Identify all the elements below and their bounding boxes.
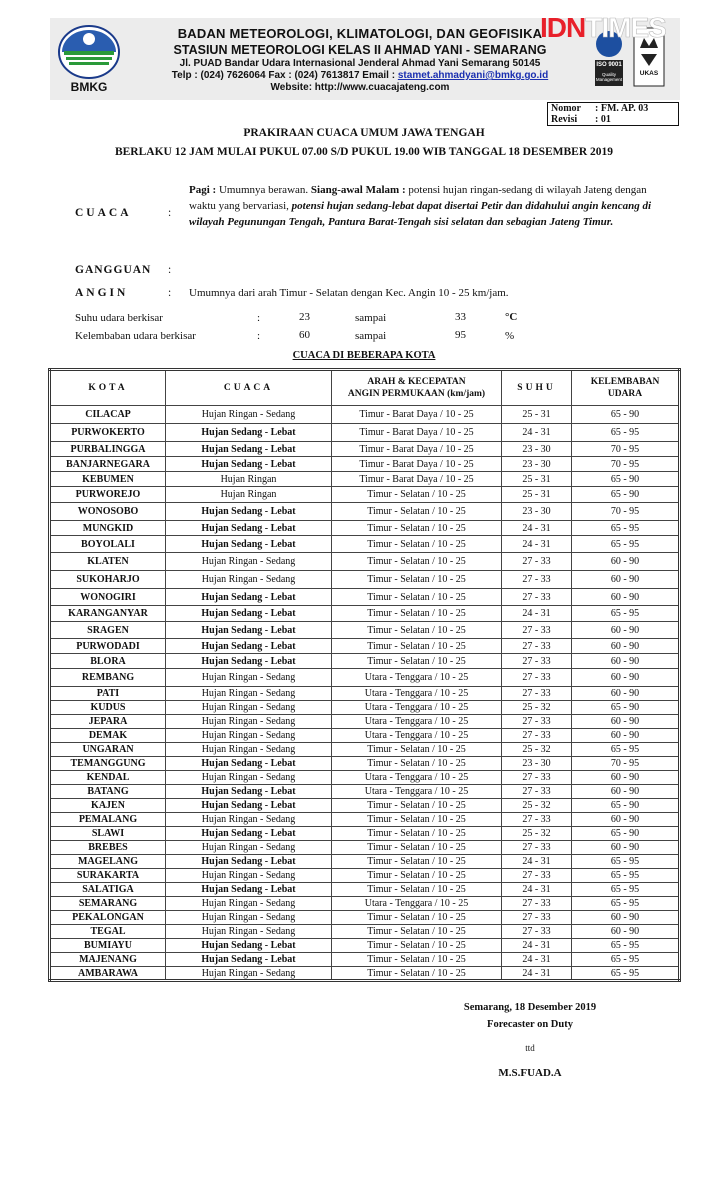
- suhu-colon: :: [257, 312, 261, 324]
- cell-kota: BANJARNEGARA: [50, 457, 166, 472]
- cell-angin: Timur - Barat Daya / 10 - 25: [332, 406, 502, 424]
- signature-ttd: ttd: [525, 1043, 535, 1053]
- table-row: [50, 571, 680, 589]
- cell-angin: Timur - Selatan / 10 - 25: [332, 521, 502, 536]
- signature-role: Forecaster on Duty: [487, 1019, 573, 1030]
- cell-suhu: 24 - 31: [502, 606, 572, 622]
- table-row: [50, 701, 680, 715]
- cell-angin: Utara - Tenggara / 10 - 25: [332, 701, 502, 715]
- cell-angin: Timur - Selatan / 10 - 25: [332, 503, 502, 521]
- cell-kota: PURBALINGGA: [50, 442, 166, 457]
- cell-kelembaban: 65 - 90: [572, 472, 680, 487]
- cell-kelembaban: 65 - 90: [572, 827, 680, 841]
- cell-angin: Utara - Tenggara / 10 - 25: [332, 669, 502, 687]
- cell-angin: Timur - Selatan / 10 - 25: [332, 939, 502, 953]
- cell-cuaca: Hujan Sedang - Lebat: [166, 785, 332, 799]
- table-row: [50, 622, 680, 639]
- header-angin: [332, 370, 502, 406]
- cell-angin: Timur - Selatan / 10 - 25: [332, 487, 502, 503]
- cell-angin: Timur - Selatan / 10 - 25: [332, 743, 502, 757]
- cell-cuaca: Hujan Sedang - Lebat: [166, 827, 332, 841]
- revisi-label: Revisi: [551, 114, 578, 125]
- table-row: [50, 869, 680, 883]
- cell-cuaca: Hujan Sedang - Lebat: [166, 521, 332, 536]
- cell-kelembaban: 60 - 90: [572, 715, 680, 729]
- cell-suhu: 24 - 31: [502, 883, 572, 897]
- cell-suhu: 27 - 33: [502, 785, 572, 799]
- cell-kota: PEMALANG: [50, 813, 166, 827]
- cell-kelembaban: 65 - 95: [572, 883, 680, 897]
- cell-kota: KEBUMEN: [50, 472, 166, 487]
- suhu-max: 33: [455, 311, 466, 323]
- cell-suhu: 24 - 31: [502, 521, 572, 536]
- cell-kelembaban: 65 - 95: [572, 967, 680, 981]
- angin-description: Umumnya dari arah Timur - Selatan dengan Kec. Angin 10 - 25 km/jam.: [189, 287, 509, 299]
- cell-kota: KAJEN: [50, 799, 166, 813]
- cell-suhu: 27 - 33: [502, 715, 572, 729]
- address: Jl. PUAD Bandar Udara Internasional Jenderal Ahmad Yani Semarang 50145: [179, 58, 541, 69]
- cell-angin: Timur - Selatan / 10 - 25: [332, 967, 502, 981]
- table-row: [50, 771, 680, 785]
- cell-suhu: 24 - 31: [502, 939, 572, 953]
- cell-cuaca: Hujan Ringan - Sedang: [166, 571, 332, 589]
- table-row: [50, 813, 680, 827]
- cell-cuaca: Hujan Ringan - Sedang: [166, 406, 332, 424]
- table-row: [50, 939, 680, 953]
- kelembaban-max: 95: [455, 329, 466, 341]
- cell-suhu: 23 - 30: [502, 457, 572, 472]
- telp-fax: Telp : (024) 7626064 Fax : (024) 7613817 Email :: [171, 70, 398, 81]
- kelembaban-label: Kelembaban udara berkisar: [75, 330, 196, 342]
- cell-kelembaban: 65 - 95: [572, 606, 680, 622]
- cell-cuaca: Hujan Sedang - Lebat: [166, 457, 332, 472]
- cell-kota: REMBANG: [50, 669, 166, 687]
- table-row: [50, 757, 680, 771]
- table-row: [50, 911, 680, 925]
- table-row: [50, 897, 680, 911]
- cell-suhu: 24 - 31: [502, 424, 572, 442]
- cell-angin: Timur - Selatan / 10 - 25: [332, 553, 502, 571]
- cell-cuaca: Hujan Sedang - Lebat: [166, 622, 332, 639]
- cell-angin: Timur - Selatan / 10 - 25: [332, 869, 502, 883]
- header-suhu: SUHU: [502, 370, 572, 406]
- watermark-part-b: TIMES: [585, 12, 666, 43]
- cell-suhu: 27 - 33: [502, 639, 572, 654]
- cell-cuaca: Hujan Sedang - Lebat: [166, 442, 332, 457]
- cell-suhu: 25 - 32: [502, 701, 572, 715]
- table-row: [50, 521, 680, 536]
- cell-kelembaban: 65 - 95: [572, 521, 680, 536]
- gangguan-label: GANGGUAN: [75, 264, 152, 276]
- cell-cuaca: Hujan Ringan: [166, 487, 332, 503]
- table-row: [50, 639, 680, 654]
- table-row: [50, 406, 680, 424]
- cell-suhu: 27 - 33: [502, 897, 572, 911]
- cell-cuaca: Hujan Ringan: [166, 472, 332, 487]
- cell-cuaca: Hujan Ringan - Sedang: [166, 715, 332, 729]
- cell-angin: Timur - Selatan / 10 - 25: [332, 799, 502, 813]
- cell-kota: WONOSOBO: [50, 503, 166, 521]
- header-angin-line2: ANGIN PERMUKAAN (km/jam): [347, 389, 486, 399]
- cell-angin: Utara - Tenggara / 10 - 25: [332, 897, 502, 911]
- table-row: [50, 883, 680, 897]
- watermark-part-a: IDN: [540, 12, 586, 43]
- cell-cuaca: Hujan Sedang - Lebat: [166, 939, 332, 953]
- cell-angin: Timur - Selatan / 10 - 25: [332, 925, 502, 939]
- cell-angin: Utara - Tenggara / 10 - 25: [332, 729, 502, 743]
- cell-suhu: 25 - 31: [502, 487, 572, 503]
- cell-kelembaban: 60 - 90: [572, 911, 680, 925]
- cell-kota: PATI: [50, 687, 166, 701]
- cell-kota: PURWOREJO: [50, 487, 166, 503]
- cell-cuaca: Hujan Ringan - Sedang: [166, 911, 332, 925]
- cell-kota: MUNGKID: [50, 521, 166, 536]
- document-title: PRAKIRAAN CUACA UMUM JAWA TENGAH: [243, 127, 485, 139]
- cell-suhu: 25 - 32: [502, 743, 572, 757]
- logo-text: BMKG: [70, 80, 108, 94]
- cell-kota: BATANG: [50, 785, 166, 799]
- table-row: [50, 442, 680, 457]
- cell-cuaca: Hujan Ringan - Sedang: [166, 743, 332, 757]
- cell-kelembaban: 60 - 90: [572, 687, 680, 701]
- cell-suhu: 27 - 33: [502, 571, 572, 589]
- angin-colon: :: [168, 287, 172, 299]
- angin-label: ANGIN: [75, 287, 129, 299]
- table-body: [50, 406, 680, 981]
- cell-angin: Timur - Selatan / 10 - 25: [332, 813, 502, 827]
- cell-suhu: 27 - 33: [502, 729, 572, 743]
- warning-text: potensi hujan sedang-lebat dapat disertai Petir dan didahului angin kencang di wilayah Pegunungan Tengah, Pantura Barat-Tengah sisi selatan dan sebagian Jateng Timur.: [189, 200, 652, 228]
- cell-kelembaban: 60 - 90: [572, 589, 680, 606]
- table-row: [50, 669, 680, 687]
- cell-kelembaban: 60 - 90: [572, 622, 680, 639]
- cell-angin: Utara - Tenggara / 10 - 25: [332, 771, 502, 785]
- kelembaban-sampai: sampai: [355, 330, 387, 342]
- cell-kelembaban: 65 - 95: [572, 424, 680, 442]
- cell-kelembaban: 70 - 95: [572, 757, 680, 771]
- cell-suhu: 25 - 32: [502, 799, 572, 813]
- cell-cuaca: Hujan Sedang - Lebat: [166, 883, 332, 897]
- cell-kota: CILACAP: [50, 406, 166, 424]
- cell-kelembaban: 60 - 90: [572, 639, 680, 654]
- cell-angin: Timur - Selatan / 10 - 25: [332, 606, 502, 622]
- table-row: [50, 589, 680, 606]
- cell-angin: Timur - Selatan / 10 - 25: [332, 622, 502, 639]
- cell-cuaca: Hujan Ringan - Sedang: [166, 869, 332, 883]
- cell-kota: SUKOHARJO: [50, 571, 166, 589]
- header-angin-line1: ARAH & KECEPATAN: [367, 377, 466, 387]
- station-name: STASIUN METEOROLOGI KELAS II AHMAD YANI - SEMARANG: [173, 43, 547, 57]
- cell-cuaca: Hujan Ringan - Sedang: [166, 553, 332, 571]
- cell-angin: Utara - Tenggara / 10 - 25: [332, 785, 502, 799]
- iso-badge-sub: Quality Management: [595, 72, 623, 82]
- cell-kelembaban: 65 - 95: [572, 869, 680, 883]
- website: Website: http://www.cuacajateng.com: [270, 82, 450, 93]
- cell-cuaca: Hujan Ringan - Sedang: [166, 687, 332, 701]
- table-row: [50, 424, 680, 442]
- cell-kelembaban: 65 - 90: [572, 799, 680, 813]
- cell-kelembaban: 65 - 95: [572, 897, 680, 911]
- cell-kota: UNGARAN: [50, 743, 166, 757]
- cell-cuaca: Hujan Sedang - Lebat: [166, 855, 332, 869]
- cell-angin: Timur - Barat Daya / 10 - 25: [332, 442, 502, 457]
- ukas-text: UKAS: [639, 70, 659, 77]
- cell-suhu: 23 - 30: [502, 503, 572, 521]
- cell-kelembaban: 60 - 90: [572, 553, 680, 571]
- cell-kota: TEGAL: [50, 925, 166, 939]
- table-row: [50, 487, 680, 503]
- cell-suhu: 25 - 31: [502, 406, 572, 424]
- cell-kota: BREBES: [50, 841, 166, 855]
- header-kelembaban-line2: UDARA: [607, 389, 643, 399]
- cell-kota: PURWOKERTO: [50, 424, 166, 442]
- cell-angin: Timur - Selatan / 10 - 25: [332, 589, 502, 606]
- table-row: [50, 855, 680, 869]
- cell-angin: Timur - Selatan / 10 - 25: [332, 639, 502, 654]
- cell-angin: Timur - Selatan / 10 - 25: [332, 883, 502, 897]
- cell-kelembaban: 65 - 90: [572, 701, 680, 715]
- cell-kelembaban: 65 - 95: [572, 855, 680, 869]
- cell-suhu: 24 - 31: [502, 536, 572, 553]
- cell-angin: Timur - Selatan / 10 - 25: [332, 855, 502, 869]
- signature-name: M.S.FUAD.A: [498, 1067, 562, 1079]
- letterhead: [50, 12, 680, 100]
- cell-suhu: 24 - 31: [502, 953, 572, 967]
- city-forecast-table: [48, 368, 681, 982]
- cell-kota: WONOGIRI: [50, 589, 166, 606]
- contact-line: [130, 70, 590, 82]
- cell-suhu: 27 - 33: [502, 687, 572, 701]
- table-row: [50, 503, 680, 521]
- suhu-min: 23: [299, 311, 310, 323]
- cell-kota: SRAGEN: [50, 622, 166, 639]
- table-row: [50, 715, 680, 729]
- cell-suhu: 25 - 32: [502, 827, 572, 841]
- cell-cuaca: Hujan Sedang - Lebat: [166, 424, 332, 442]
- cell-suhu: 25 - 31: [502, 472, 572, 487]
- revisi-value: : 01: [595, 114, 611, 125]
- cell-cuaca: Hujan Ringan - Sedang: [166, 701, 332, 715]
- cell-kota: KUDUS: [50, 701, 166, 715]
- table-row: [50, 967, 680, 981]
- cell-kelembaban: 65 - 95: [572, 743, 680, 757]
- cell-kota: TEMANGGUNG: [50, 757, 166, 771]
- cell-kelembaban: 60 - 90: [572, 785, 680, 799]
- cell-angin: Timur - Selatan / 10 - 25: [332, 536, 502, 553]
- siang-text: potensi hujan ringan-sedang di wilayah Jateng dengan waktu yang bervariasi,: [189, 184, 647, 212]
- cell-cuaca: Hujan Ringan - Sedang: [166, 925, 332, 939]
- cell-angin: Timur - Barat Daya / 10 - 25: [332, 472, 502, 487]
- suhu-unit: °C: [505, 311, 518, 323]
- cell-angin: Timur - Selatan / 10 - 25: [332, 953, 502, 967]
- cell-cuaca: Hujan Ringan - Sedang: [166, 841, 332, 855]
- table-row: [50, 925, 680, 939]
- table-row: [50, 606, 680, 622]
- cell-kota: BLORA: [50, 654, 166, 669]
- cell-kota: SURAKARTA: [50, 869, 166, 883]
- table-row: [50, 841, 680, 855]
- cell-kota: MAGELANG: [50, 855, 166, 869]
- cell-angin: Timur - Selatan / 10 - 25: [332, 841, 502, 855]
- cell-kelembaban: 65 - 95: [572, 953, 680, 967]
- cell-cuaca: Hujan Sedang - Lebat: [166, 953, 332, 967]
- cell-cuaca: Hujan Sedang - Lebat: [166, 589, 332, 606]
- cell-kota: SALATIGA: [50, 883, 166, 897]
- cell-suhu: 27 - 33: [502, 813, 572, 827]
- suhu-sampai: sampai: [355, 312, 387, 324]
- cell-cuaca: Hujan Ringan - Sedang: [166, 669, 332, 687]
- cell-angin: Timur - Selatan / 10 - 25: [332, 757, 502, 771]
- cell-angin: Timur - Selatan / 10 - 25: [332, 911, 502, 925]
- cell-cuaca: Hujan Sedang - Lebat: [166, 757, 332, 771]
- cell-cuaca: Hujan Ringan - Sedang: [166, 813, 332, 827]
- table-row: [50, 457, 680, 472]
- cell-kelembaban: 60 - 90: [572, 654, 680, 669]
- cell-cuaca: Hujan Ringan - Sedang: [166, 967, 332, 981]
- table-row: [50, 687, 680, 701]
- cell-suhu: 23 - 30: [502, 757, 572, 771]
- cuaca-description: [189, 182, 659, 230]
- cell-kota: DEMAK: [50, 729, 166, 743]
- table-row: [50, 799, 680, 813]
- table-row: [50, 654, 680, 669]
- cell-kelembaban: 60 - 90: [572, 669, 680, 687]
- cell-cuaca: Hujan Ringan - Sedang: [166, 897, 332, 911]
- cell-angin: Timur - Selatan / 10 - 25: [332, 827, 502, 841]
- pagi-text: Umumnya berawan.: [216, 184, 311, 196]
- gangguan-colon: :: [168, 264, 172, 276]
- table-row: [50, 743, 680, 757]
- cell-angin: Timur - Barat Daya / 10 - 25: [332, 424, 502, 442]
- table-header-row: [50, 370, 680, 406]
- header-kelembaban-line1: KELEMBABAN: [590, 377, 660, 387]
- cell-kelembaban: 65 - 90: [572, 406, 680, 424]
- cell-kota: BOYOLALI: [50, 536, 166, 553]
- cell-kelembaban: 60 - 90: [572, 571, 680, 589]
- cell-suhu: 27 - 33: [502, 771, 572, 785]
- cell-angin: Timur - Selatan / 10 - 25: [332, 654, 502, 669]
- cell-suhu: 27 - 33: [502, 589, 572, 606]
- cell-cuaca: Hujan Ringan - Sedang: [166, 771, 332, 785]
- cell-kelembaban: 60 - 90: [572, 813, 680, 827]
- table-row: [50, 553, 680, 571]
- watermark: [540, 12, 666, 44]
- cell-cuaca: Hujan Sedang - Lebat: [166, 639, 332, 654]
- cell-kelembaban: 70 - 95: [572, 503, 680, 521]
- cell-kota: MAJENANG: [50, 953, 166, 967]
- table-row: [50, 785, 680, 799]
- nomor-label: Nomor: [551, 103, 581, 114]
- cell-angin: Timur - Barat Daya / 10 - 25: [332, 457, 502, 472]
- cell-kelembaban: 65 - 90: [572, 487, 680, 503]
- kelembaban-unit: %: [505, 330, 515, 342]
- cell-cuaca: Hujan Sedang - Lebat: [166, 654, 332, 669]
- cell-kota: KARANGANYAR: [50, 606, 166, 622]
- cell-angin: Utara - Tenggara / 10 - 25: [332, 687, 502, 701]
- header-kelembaban: [572, 370, 680, 406]
- cell-kota: KLATEN: [50, 553, 166, 571]
- table-caption: CUACA DI BEBERAPA KOTA: [292, 350, 436, 361]
- header-kota: KOTA: [50, 370, 166, 406]
- cell-suhu: 23 - 30: [502, 442, 572, 457]
- cell-cuaca: Hujan Sedang - Lebat: [166, 503, 332, 521]
- cell-suhu: 27 - 33: [502, 654, 572, 669]
- cuaca-colon: :: [168, 207, 172, 219]
- cell-cuaca: Hujan Sedang - Lebat: [166, 799, 332, 813]
- iso-badge-text: ISO 9001: [596, 62, 622, 68]
- table-row: [50, 953, 680, 967]
- cell-suhu: 27 - 33: [502, 622, 572, 639]
- cell-kelembaban: 60 - 90: [572, 771, 680, 785]
- cell-angin: Utara - Tenggara / 10 - 25: [332, 715, 502, 729]
- header-cuaca: CUACA: [166, 370, 332, 406]
- cell-kelembaban: 60 - 90: [572, 925, 680, 939]
- cell-kota: JEPARA: [50, 715, 166, 729]
- cell-suhu: 27 - 33: [502, 911, 572, 925]
- cell-suhu: 27 - 33: [502, 869, 572, 883]
- kelembaban-min: 60: [299, 329, 310, 341]
- cell-cuaca: Hujan Sedang - Lebat: [166, 536, 332, 553]
- table-row: [50, 729, 680, 743]
- cell-kota: SEMARANG: [50, 897, 166, 911]
- suhu-label: Suhu udara berkisar: [75, 312, 163, 324]
- cell-angin: Timur - Selatan / 10 - 25: [332, 571, 502, 589]
- cell-suhu: 24 - 31: [502, 855, 572, 869]
- nomor-value: : FM. AP. 03: [595, 103, 649, 114]
- cell-cuaca: Hujan Ringan - Sedang: [166, 729, 332, 743]
- cell-suhu: 24 - 31: [502, 967, 572, 981]
- document-reference-box: [547, 102, 679, 126]
- cell-kota: AMBARAWA: [50, 967, 166, 981]
- cell-kota: PURWODADI: [50, 639, 166, 654]
- cell-suhu: 27 - 33: [502, 925, 572, 939]
- table-row: [50, 536, 680, 553]
- table-row: [50, 472, 680, 487]
- document-subtitle: BERLAKU 12 JAM MULAI PUKUL 07.00 S/D PUKUL 19.00 WIB TANGGAL 18 DESEMBER 2019: [114, 146, 614, 158]
- email-link[interactable]: stamet.ahmadyani@bmkg.go.id: [397, 70, 549, 81]
- signature-place-date: Semarang, 18 Desember 2019: [463, 1002, 597, 1013]
- cell-kelembaban: 60 - 90: [572, 729, 680, 743]
- agency-name: BADAN METEOROLOGI, KLIMATOLOGI, DAN GEOFISIKA: [177, 26, 543, 41]
- cell-suhu: 27 - 33: [502, 553, 572, 571]
- cell-kelembaban: 70 - 95: [572, 457, 680, 472]
- cell-suhu: 27 - 33: [502, 841, 572, 855]
- cell-kelembaban: 60 - 90: [572, 841, 680, 855]
- cell-kelembaban: 65 - 95: [572, 939, 680, 953]
- siang-label: Siang-awal Malam :: [310, 184, 406, 196]
- cell-kota: SLAWI: [50, 827, 166, 841]
- cell-kelembaban: 65 - 95: [572, 536, 680, 553]
- cell-cuaca: Hujan Sedang - Lebat: [166, 606, 332, 622]
- pagi-label: Pagi :: [189, 184, 217, 196]
- kelembaban-colon: :: [257, 330, 261, 342]
- cell-kelembaban: 70 - 95: [572, 442, 680, 457]
- cell-suhu: 27 - 33: [502, 669, 572, 687]
- table-row: [50, 827, 680, 841]
- cuaca-label: CUACA: [75, 207, 132, 219]
- cell-kota: BUMIAYU: [50, 939, 166, 953]
- cell-kota: PEKALONGAN: [50, 911, 166, 925]
- cell-kota: KENDAL: [50, 771, 166, 785]
